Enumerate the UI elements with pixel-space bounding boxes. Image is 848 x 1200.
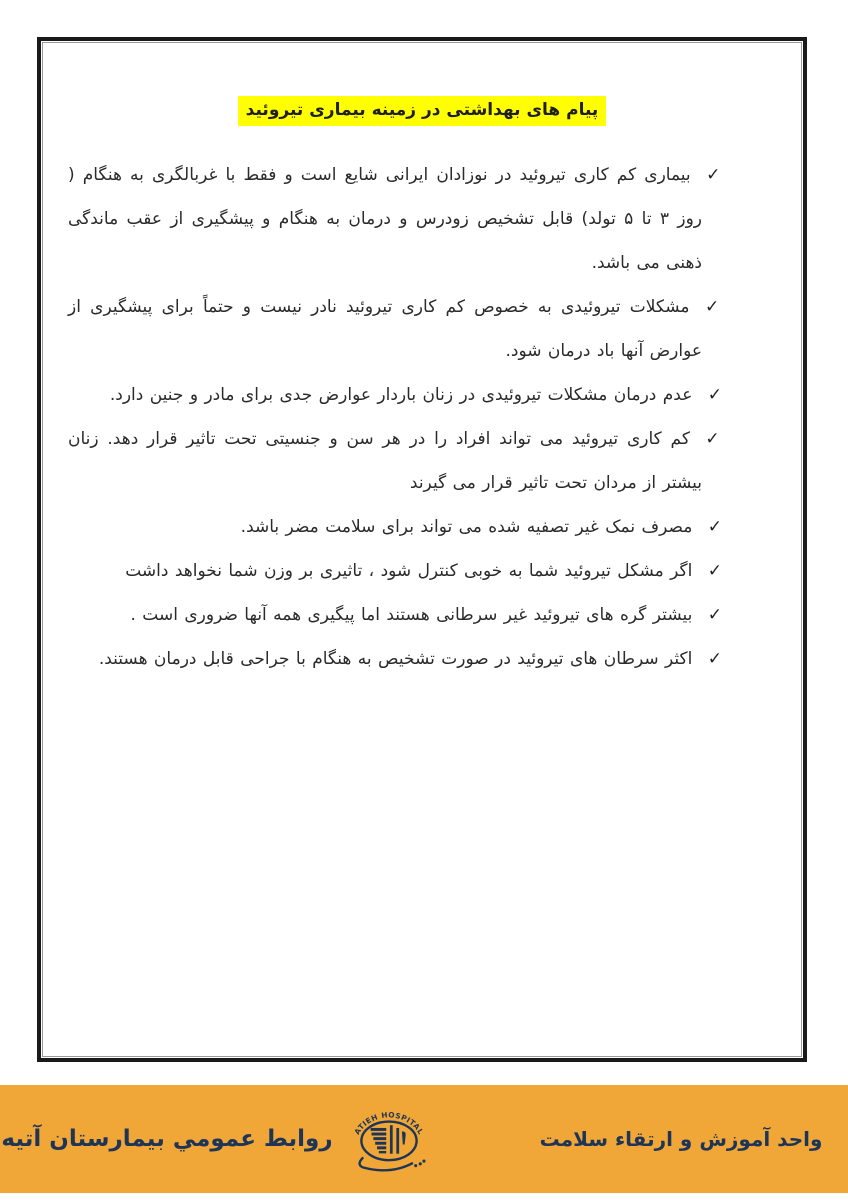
bullet-item	[68, 593, 722, 637]
footer-public-relations-text: روابط عمومي بیمارستان آتیه	[1, 1126, 333, 1152]
page-title: پیام های بهداشتی در زمینه بیماری تیروئید	[238, 96, 607, 126]
title-row	[41, 96, 803, 126]
checkmark-icon: ✓	[704, 297, 723, 317]
bullet-text: کم کاری تیروئید می تواند افراد را در هر سن و جنسیتی تحت تاثیر قرار دهد. زنان بیشتر از مردان تحت تاثیر قرار می گیرند	[68, 429, 702, 493]
checkmark-icon: ✓	[707, 649, 722, 669]
bullet-list	[68, 153, 722, 681]
footer-band	[0, 1085, 848, 1193]
bullet-text: اکثر سرطان های تیروئید در صورت تشخیص به هنگام با جراحی قابل درمان هستند.	[98, 649, 699, 669]
bullet-item	[68, 505, 722, 549]
bullet-text: بیماری کم کاری تیروئید در نوزادان ایرانی شایع است و فقط با غربالگری به هنگام ( روز ۳ تا ۵ تولد) قابل تشخیص زودرس و درمان به هنگام و پیشگیری از عقب ماندگی ذهنی می باشد.	[68, 165, 702, 273]
bullet-item	[68, 417, 722, 505]
checkmark-icon: ✓	[705, 429, 722, 449]
hospital-logo-icon	[343, 1093, 435, 1185]
checkmark-icon: ✓	[706, 165, 722, 185]
content-frame	[37, 37, 807, 1062]
bullet-item	[68, 549, 722, 593]
checkmark-icon: ✓	[707, 517, 722, 537]
logo-arc-text: ATIEH HOSPITAL	[352, 1110, 426, 1137]
checkmark-icon: ✓	[707, 561, 722, 581]
logo-building-icon	[371, 1125, 406, 1154]
bullet-item	[68, 285, 722, 373]
bullet-text: عدم درمان مشکلات تیروئیدی در زنان باردار عوارض جدی برای مادر و جنین دارد.	[109, 385, 699, 405]
bullet-text: بیشتر گره های تیروئید غیر سرطانی هستند اما پیگیری همه آنها ضروری است .	[130, 605, 699, 625]
hospital-logo	[334, 1093, 444, 1185]
bullet-text: مصرف نمک غیر تصفیه شده می تواند برای سلامت مضر باشد.	[240, 517, 699, 537]
checkmark-icon: ✓	[707, 605, 722, 625]
footer-health-education-text: واحد آموزش و ارتقاء سلامت	[539, 1127, 823, 1151]
bullet-text: اگر مشکل تیروئید شما به خوبی کنترل شود ، تاثیری بر وزن شما نخواهد داشت	[125, 561, 699, 581]
bullet-item	[68, 637, 722, 681]
bullet-item	[68, 153, 722, 285]
checkmark-icon: ✓	[707, 385, 722, 405]
bullet-item	[68, 373, 722, 417]
bullet-text: مشکلات تیروئیدی به خصوص کم کاری تیروئید نادر نیست و حتماً برای پیشگیری از عوارض آنها باد درمان شود.	[68, 297, 702, 361]
logo-dots	[414, 1160, 425, 1168]
